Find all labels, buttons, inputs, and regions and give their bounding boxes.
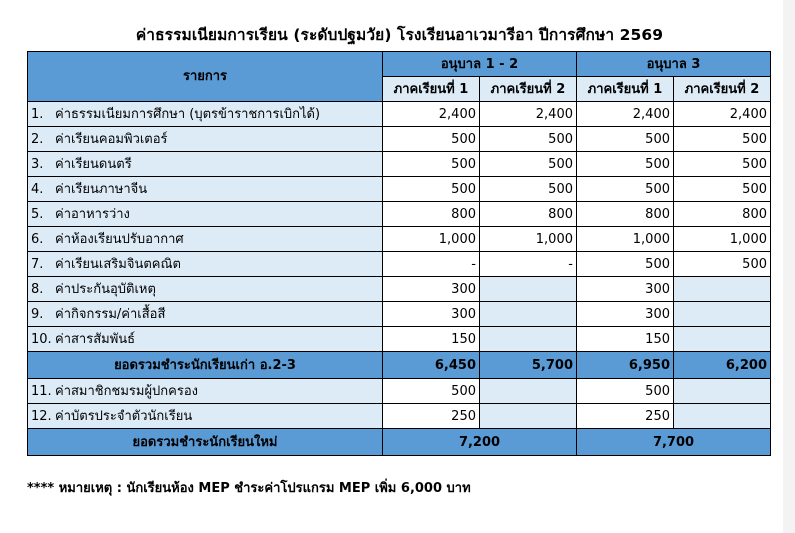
total-row-old-students bbox=[28, 352, 771, 379]
fee-amount-cell bbox=[674, 302, 771, 327]
semester-header: ภาคเรียนที่ 2 bbox=[480, 77, 577, 102]
item-number: 9. bbox=[31, 306, 44, 322]
table-row bbox=[28, 127, 771, 152]
fee-amount-cell bbox=[674, 277, 771, 302]
item-number: 6. bbox=[31, 231, 44, 247]
fee-amount-cell bbox=[480, 277, 577, 302]
fee-item-label bbox=[28, 202, 383, 227]
fee-amount-cell: 1,000 bbox=[577, 227, 674, 252]
total-row-new-students bbox=[28, 429, 771, 456]
fee-item-label bbox=[28, 152, 383, 177]
total-amount: 6,200 bbox=[674, 352, 771, 379]
table-row bbox=[28, 102, 771, 127]
fee-amount-cell bbox=[674, 327, 771, 352]
item-name: ค่าบัตรประจำตัวนักเรียน bbox=[55, 408, 193, 424]
total-amount: 7,200 bbox=[383, 429, 577, 456]
fee-amount-cell: 2,400 bbox=[577, 102, 674, 127]
total-label: ยอดรวมชำระนักเรียนเก่า อ.2-3 bbox=[28, 352, 383, 379]
fee-amount-cell: 500 bbox=[383, 127, 480, 152]
fee-amount-cell: 1,000 bbox=[383, 227, 480, 252]
table-row bbox=[28, 379, 771, 404]
item-name: ค่าเรียนเสริมจินตคณิต bbox=[55, 256, 182, 272]
fee-amount-cell: 800 bbox=[383, 202, 480, 227]
item-name: ค่ากิจกรรม/ค่าเสื้อสี bbox=[55, 306, 166, 322]
fee-amount-cell: - bbox=[480, 252, 577, 277]
table-row bbox=[28, 302, 771, 327]
semester-header: ภาคเรียนที่ 1 bbox=[577, 77, 674, 102]
fee-amount-cell: 1,000 bbox=[480, 227, 577, 252]
table-row bbox=[28, 202, 771, 227]
fee-amount-cell: 1,000 bbox=[674, 227, 771, 252]
fee-amount-cell bbox=[674, 379, 771, 404]
fee-amount-cell bbox=[480, 327, 577, 352]
item-number: 10. bbox=[31, 331, 52, 347]
fee-amount-cell bbox=[480, 404, 577, 429]
fee-amount-cell bbox=[480, 302, 577, 327]
total-amount: 5,700 bbox=[480, 352, 577, 379]
page-title: ค่าธรรมเนียมการเรียน (ระดับปฐมวัย) โรงเรียนอาเวมารีอา ปีการศึกษา 2569 bbox=[135, 26, 664, 44]
semester-header: ภาคเรียนที่ 2 bbox=[674, 77, 771, 102]
fee-item-label bbox=[28, 277, 383, 302]
item-name: ค่าธรรมเนียมการศึกษา (บุตรข้าราชการเบิกได้) bbox=[55, 106, 321, 122]
fee-amount-cell: 300 bbox=[383, 277, 480, 302]
fee-amount-cell: 2,400 bbox=[480, 102, 577, 127]
fee-item-label bbox=[28, 127, 383, 152]
fee-amount-cell: 500 bbox=[577, 379, 674, 404]
fee-amount-cell bbox=[480, 379, 577, 404]
fee-amount-cell: 300 bbox=[577, 302, 674, 327]
fee-amount-cell: 800 bbox=[577, 202, 674, 227]
fee-item-label bbox=[28, 302, 383, 327]
item-number: 5. bbox=[31, 206, 44, 222]
item-number: 2. bbox=[31, 131, 44, 147]
fee-amount-cell: 250 bbox=[383, 404, 480, 429]
semester-header: ภาคเรียนที่ 1 bbox=[383, 77, 480, 102]
fee-amount-cell: 500 bbox=[577, 252, 674, 277]
fee-item-label bbox=[28, 252, 383, 277]
fee-amount-cell: 500 bbox=[383, 177, 480, 202]
table-row bbox=[28, 252, 771, 277]
item-number: 12. bbox=[31, 408, 52, 424]
fee-amount-cell: 500 bbox=[674, 152, 771, 177]
fee-amount-cell: 500 bbox=[480, 127, 577, 152]
table-row bbox=[28, 277, 771, 302]
item-name: ค่าเรียนคอมพิวเตอร์ bbox=[55, 131, 168, 147]
fee-amount-cell: 2,400 bbox=[674, 102, 771, 127]
fee-amount-cell: 150 bbox=[383, 327, 480, 352]
fee-amount-cell: 300 bbox=[383, 302, 480, 327]
fee-item-label bbox=[28, 379, 383, 404]
fee-item-label bbox=[28, 227, 383, 252]
table-row bbox=[28, 227, 771, 252]
fee-amount-cell: 500 bbox=[577, 127, 674, 152]
item-name: ค่าประกันอุบัติเหตุ bbox=[55, 281, 156, 297]
item-number: 8. bbox=[31, 281, 44, 297]
item-name: ค่าห้องเรียนปรับอากาศ bbox=[55, 231, 184, 247]
fee-amount-cell: 800 bbox=[674, 202, 771, 227]
fee-amount-cell: 500 bbox=[674, 177, 771, 202]
total-amount: 6,950 bbox=[577, 352, 674, 379]
total-label: ยอดรวมชำระนักเรียนใหม่ bbox=[28, 429, 383, 456]
fee-item-label bbox=[28, 177, 383, 202]
background-strip bbox=[783, 0, 795, 533]
item-name: ค่าเรียนดนตรี bbox=[55, 156, 132, 172]
total-amount: 6,450 bbox=[383, 352, 480, 379]
fee-amount-cell: 150 bbox=[577, 327, 674, 352]
fee-amount-cell: 500 bbox=[577, 152, 674, 177]
table-row bbox=[28, 177, 771, 202]
group-header-k1-2: อนุบาล 1 - 2 bbox=[383, 52, 577, 77]
fee-item-label bbox=[28, 327, 383, 352]
item-number: 1. bbox=[31, 106, 44, 122]
footnote: **** หมายเหตุ : นักเรียนห้อง MEP ชำระค่าโปรแกรม MEP เพิ่ม 6,000 บาท bbox=[27, 481, 471, 496]
item-name: ค่าสารสัมพันธ์ bbox=[55, 331, 136, 347]
fee-table bbox=[27, 51, 771, 456]
fee-amount-cell: 800 bbox=[480, 202, 577, 227]
fee-amount-cell: 250 bbox=[577, 404, 674, 429]
table-row bbox=[28, 404, 771, 429]
item-name: ค่าอาหารว่าง bbox=[55, 206, 130, 222]
fee-amount-cell: 500 bbox=[674, 127, 771, 152]
item-column-header: รายการ bbox=[28, 52, 383, 102]
fee-amount-cell: 500 bbox=[480, 152, 577, 177]
item-number: 7. bbox=[31, 256, 44, 272]
item-number: 4. bbox=[31, 181, 44, 197]
fee-amount-cell: 2,400 bbox=[383, 102, 480, 127]
item-number: 3. bbox=[31, 156, 44, 172]
fee-amount-cell: 500 bbox=[480, 177, 577, 202]
fee-amount-cell: 500 bbox=[674, 252, 771, 277]
fee-item-label bbox=[28, 404, 383, 429]
fee-item-label bbox=[28, 102, 383, 127]
fee-amount-cell bbox=[674, 404, 771, 429]
fee-amount-cell: - bbox=[383, 252, 480, 277]
table-row bbox=[28, 152, 771, 177]
fee-amount-cell: 500 bbox=[383, 379, 480, 404]
item-name: ค่าเรียนภาษาจีน bbox=[55, 181, 148, 197]
total-amount: 7,700 bbox=[577, 429, 771, 456]
group-header-k3: อนุบาล 3 bbox=[577, 52, 771, 77]
item-name: ค่าสมาชิกชมรมผู้ปกครอง bbox=[55, 383, 199, 399]
fee-amount-cell: 300 bbox=[577, 277, 674, 302]
fee-amount-cell: 500 bbox=[577, 177, 674, 202]
item-number: 11. bbox=[31, 383, 52, 399]
fee-amount-cell: 500 bbox=[383, 152, 480, 177]
table-row bbox=[28, 327, 771, 352]
